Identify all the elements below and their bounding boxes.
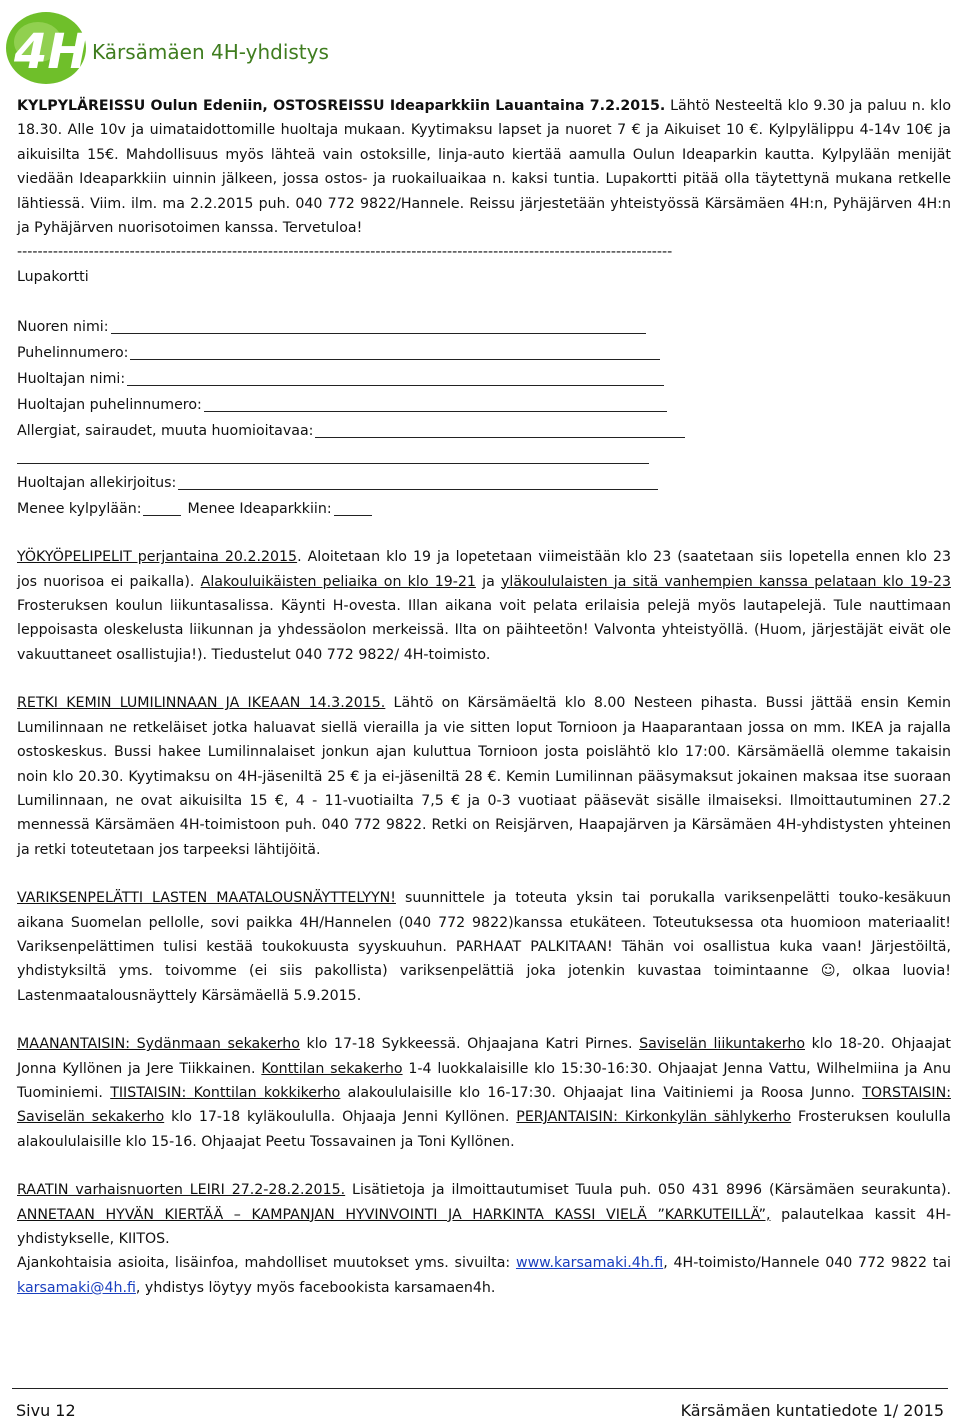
raati-paragraph: RAATIN varhaisnuorten LEIRI 27.2-28.2.2015. Lisätietoja ja ilmoittautumiset Tuula puh. 050 431 8996 (Kärsämäen seurakunta). ANNETAAN HYVÄN KIERTÄÄ – KAMPANJAN HYVINVOINTI JA HARKINTA KASSI VIELÄ ”KARKUTEILLÄ”, palautelkaa kassit 4H-yhdistykselle, KIITOS. [17,1182,951,1247]
kylpyla-paragraph [17,94,951,240]
form-label: Huoltajan allekirjoitus: [17,474,177,491]
website-link[interactable]: www.karsamaki.4h.fi [515,1255,664,1272]
form-label: Huoltajan nimi: [17,370,126,387]
club-konttila-seka: Konttilan sekakerho [261,1060,403,1077]
input-line[interactable] [130,345,660,360]
form-label: Huoltajan puhelinnumero: [17,396,202,413]
form-label: Menee kylpylään: [17,500,142,517]
form-field-huoltajan-puhelinnumero [17,391,951,417]
day-maanantai: MAANANTAISIN: [17,1036,131,1053]
variksenpelatti-title: VARIKSENPELÄTTI LASTEN MAATALOUSNÄYTTELYYN! [17,890,396,907]
document-body [17,94,951,1300]
form-field-choices [17,495,951,521]
day-perjantai: PERJANTAISIN: [516,1109,618,1126]
4h-logo-icon [2,2,94,90]
form-field-puhelinnumero [17,339,951,365]
form-field-nuoren-nimi [17,313,951,339]
input-line[interactable] [127,371,664,386]
form-field-huoltajan-nimi [17,365,951,391]
publication-name: Kärsämäen kuntatiedote 1/ 2015 [680,1401,944,1420]
kemi-paragraph: RETKI KEMIN LUMILINNAAN JA IKEAAN 14.3.2015. Lähtö on Kärsämäeltä klo 8.00 Nesteen pihasta. Bussi jättää ensin Kemin Lumilinnaan ne retkeläiset jotka haluavat siellä vierailla ja vie sitten loput Tornioon ja Haaparantaan jossa on mm. IKEA ja rajalla ostoskeskus. Bussi hakee Lumilinnalaiset jonkun ajan kuluttua Tornioon josta poislähtö klo 17:00. Kärsämäellä olemme takaisin noin klo 20.30. Kyytimaksu on 4H-jäseniltä 25 € ja ei-jäseniltä 28 €. Kemin Lumilinnan pääsymaksut jokainen maksaa itse suoraan Lumilinnaan, ne ovat aikuisilta 15 €, 4 - 11-vuotiailta 7,5 € ja 0-3 vuotiaat pääsevät sisälle ilmaiseksi. Ilmoittautuminen 27.2 mennessä Kärsämäen 4H-toimistoon puh. 040 772 9822. Retki on Reisjärven, Haapajärven ja Kärsämäen 4H-yhdistysten yhteinen ja retki toteutetaan jos tarpeeksi lähtijöitä. [17,695,951,858]
contact-paragraph: Ajankohtaisia asioita, lisäinfoa, mahdolliset muutokset yms. sivuilta: www.karsamaki.4h.fi, 4H-toimisto/Hannele 040 772 9822 tai karsamaki@4h.fi, yhdistys löytyy myös facebookista karsamaen4h. [17,1255,951,1296]
variksenpelatti-paragraph: VARIKSENPELÄTTI LASTEN MAATALOUSNÄYTTELYYN! suunnittele ja toteuta yksin tai porukalla variksenpelätti touko-kesäkuun aikana Suomelan pellolle, sovi paikka 4H/Hannelen (040 772 9822)kanssa etukäteen. Toteutuksessa ota huomioon materiaalit! Variksenpelättimen tulisi kestää toukokuusta syyskuuhun. PARHAAT PALKITAAN! Tähän voi osallistua kuka vaan! Järjestöiltä, yhdistyksiltä yms. toivomme (ei siis pakollista) variksenpelättiä joka jotenkin kuvastaa toimintaanne ☺, olkaa luovia! Lastenmaatalousnäyttely Kärsämäellä 5.9.2015. [17,890,951,1004]
form-field-allekirjoitus [17,469,951,495]
club-saviselka-liikunta: Saviselän liikuntakerho [639,1036,805,1053]
club-konttila-kokki: Konttilan kokkikerho [186,1084,341,1101]
kerhot-paragraph: MAANANTAISIN: Sydänmaan sekakerho klo 17-18 Sykkeessä. Ohjaajana Katri Pirnes. Saviselän liikuntakerho klo 18-20. Ohjaajat Jonna Kyllönen ja Jere Tiikkainen. Konttilan sekakerho 1-4 luokkalaisille klo 15:30-16:30. Ohjaajat Jenna Vattu, Wilhelmiina ja Anu Tuominiemi. TIISTAISIN: Konttilan kokkikerho alakoululaisille klo 16-17:30. Ohjaajat Iina Vaitiniemi ja Roosa Junno. TORSTAISIN: Saviselän sekakerho klo 17-18 kyläkoululla. Ohjaaja Jenni Kyllönen. PERJANTAISIN: Kirkonkylän sählykerho Frosteruksen koululla alakoululaisille klo 15-16. Ohjaajat Peetu Tossavainen ja Toni Kyllönen. [17,1036,951,1150]
kylpyla-choice-line[interactable] [143,501,181,516]
raati-title: RAATIN varhaisnuorten LEIRI 27.2-28.2.2015. [17,1182,346,1199]
input-line[interactable] [178,475,658,490]
alakoulu-time: Alakouluikäisten peliaika on klo 19-21 [200,573,476,590]
form-label: Menee Ideaparkkiin: [187,500,332,517]
divider-line: -------------------------------------------------------------------------------------------------------------------------------- [17,244,673,261]
svg-text:4H: 4H [14,24,88,80]
ylakoulu-time: yläkoululaisten ja sitä vanhempien kanssa pelataan klo 19-23 [500,573,951,590]
organization-title: Kärsämäen 4H-yhdistys [92,40,329,64]
form-label: Nuoren nimi: [17,318,109,335]
kemi-title: RETKI KEMIN LUMILINNAAN JA IKEAAN 14.3.2015. [17,695,386,712]
form-label: Puhelinnumero: [17,344,129,361]
page-header [0,0,960,92]
yokyo-title: YÖKYÖPELIPELIT perjantaina 20.2.2015 [17,549,298,566]
kylpyla-title: KYLPYLÄREISSU Oulun Edeniin, OSTOSREISSU Ideaparkkiin Lauantaina 7.2.2015. [17,98,666,114]
club-saviselka-seka: Saviselän sekakerho [17,1109,165,1126]
kylpyla-text: Lähtö Nesteeltä klo 9.30 ja paluu n. klo 18.30. Alle 10v ja uimataidottomille huoltaja mukaan. Kyytimaksu lapset ja nuoret 7 € ja Aikuiset 10 €. Kylpylälippu 4-14v 10€ ja aikuisilta 15€. Mahdollisuus myös lähteä vain ostoksille, linja-auto kiertää aamulla Oulun Ideaparkin kautta. Kylpylään menijät viedään Ideaparkkiin uinnin jälkeen, jossa ostos- ja ruokailuaikaa n. kaksi tuntia. Lupakortti pitää olla täytettynä mukana retkelle lähtiessä. Viim. ilm. ma 2.2.2015 puh. 040 772 9822/Hannele. Reissu järjestetään yhteistyössä Kärsämäen 4H:n, Pyhäjärven 4H:n ja Pyhäjärven nuorisotoimen kanssa. Tervetuloa! [17,98,951,237]
day-torstai: TORSTAISIN: [862,1084,951,1101]
club-kirkonkyla-sahly: Kirkonkylän sählykerho [617,1109,792,1126]
input-line[interactable] [111,319,646,334]
yokyo-paragraph: YÖKYÖPELIPELIT perjantaina 20.2.2015. Aloitetaan klo 19 ja lopetetaan viimeistään klo 23 (saatetaan siis lopetella ennen klo 23 jos nuorisoa ei paikalla). Alakouluikäisten peliaika on klo 19-21 ja yläkoululaisten ja sitä vanhempien kanssa pelataan klo 19-23 Frosteruksen koulun liikuntasalissa. Käynti H-ovesta. Illan aikana voit pelata erilaisia pelejä myös lautapelejä. Tule nauttimaan leppoisasta oleskelusta liikunnan ja yhdessäolon merkeissä. Ilta on päihteetön! Valvonta yhteistyöllä. (Huom, järjestäjät eivät ole vakuuttaneet osallistujia!). Tiedustelut 040 772 9822/ 4H-toimisto. [17,549,951,663]
page-footer [12,1388,948,1420]
ideapark-choice-line[interactable] [334,501,372,516]
email-link[interactable]: karsamaki@4h.fi [17,1279,136,1296]
page-number: Sivu 12 [16,1401,76,1420]
kassi-campaign: ANNETAAN HYVÄN KIERTÄÄ – KAMPANJAN HYVINVOINTI JA HARKINTA KASSI VIELÄ ”KARKUTEILLÄ”, [17,1206,771,1223]
input-line[interactable] [315,423,685,438]
form-label: Allergiat, sairaudet, muuta huomioitavaa: [17,422,314,439]
form-field-allergiat [17,417,951,443]
lupakortti-title: Lupakortti [17,268,89,285]
day-tiistai: TIISTAISIN: [110,1084,187,1101]
club-sydanmaa: Sydänmaan sekakerho [130,1036,300,1053]
input-line[interactable] [204,397,667,412]
form-field-extra-line [17,443,951,469]
input-line[interactable] [17,449,649,464]
